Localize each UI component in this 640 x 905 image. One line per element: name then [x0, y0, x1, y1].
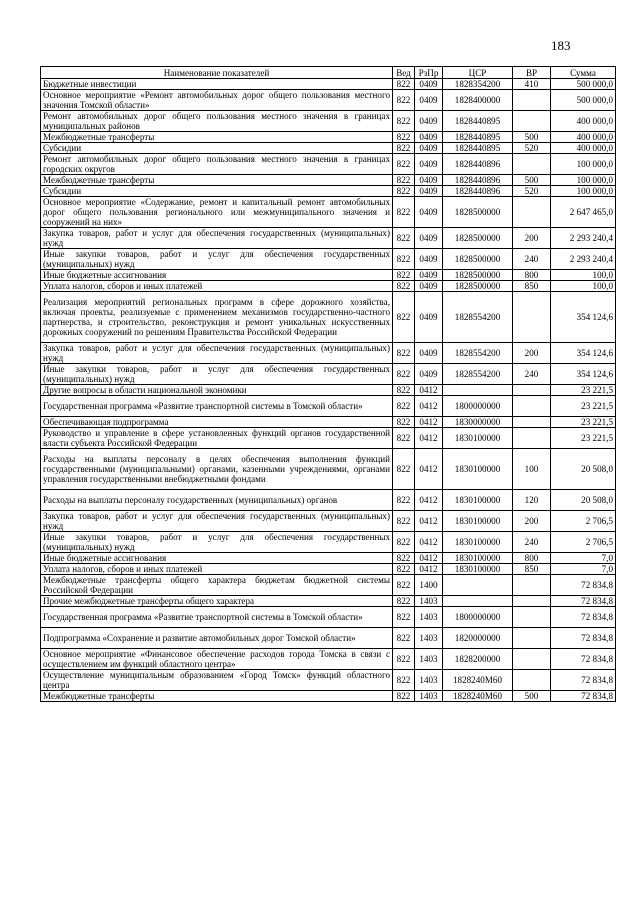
header-csr: ЦСР: [443, 67, 513, 79]
row-rzpr: 0409: [415, 111, 443, 132]
row-rzpr: 0409: [415, 343, 443, 364]
row-vr: [513, 154, 551, 175]
row-vr: 520: [513, 143, 551, 154]
table-row: [41, 175, 616, 186]
row-sum: 100,0: [551, 270, 616, 281]
row-csr: 1820000000: [443, 628, 513, 649]
header-vr: ВР: [513, 67, 551, 79]
table-header-row: [41, 67, 616, 79]
row-vr: 200: [513, 511, 551, 532]
row-rzpr: 0409: [415, 154, 443, 175]
table-row: [41, 132, 616, 143]
row-csr: 1828500000: [443, 281, 513, 292]
table-row: [41, 596, 616, 607]
table-row: [41, 385, 616, 396]
row-vr: 850: [513, 564, 551, 575]
row-csr: 1800000000: [443, 607, 513, 628]
row-rzpr: 0409: [415, 143, 443, 154]
table-row: [41, 197, 616, 228]
row-ved: 822: [393, 553, 415, 564]
row-vr: [513, 385, 551, 396]
row-name: Иные бюджетные ассигнования: [41, 553, 393, 564]
row-csr: 1828500000: [443, 197, 513, 228]
row-ved: 822: [393, 343, 415, 364]
row-csr: 1828440895: [443, 111, 513, 132]
row-sum: 2 706,5: [551, 532, 616, 553]
row-vr: 240: [513, 249, 551, 270]
row-csr: 1800000000: [443, 396, 513, 417]
row-csr: 1830100000: [443, 449, 513, 490]
row-csr: 1828400000: [443, 90, 513, 111]
row-rzpr: 0412: [415, 564, 443, 575]
row-sum: 23 221,5: [551, 428, 616, 449]
row-ved: 822: [393, 575, 415, 596]
table-row: [41, 154, 616, 175]
row-ved: 822: [393, 691, 415, 702]
row-ved: 822: [393, 154, 415, 175]
row-name: Межбюджетные трансферты: [41, 132, 393, 143]
table-row: [41, 490, 616, 511]
row-name: Субсидии: [41, 186, 393, 197]
row-sum: 2 706,5: [551, 511, 616, 532]
row-vr: 500: [513, 691, 551, 702]
table-row: [41, 691, 616, 702]
table-row: [41, 449, 616, 490]
row-csr: 1828200000: [443, 649, 513, 670]
row-rzpr: 1403: [415, 596, 443, 607]
header-name: Наименование показателей: [41, 67, 393, 79]
table-row: [41, 564, 616, 575]
table-row: [41, 228, 616, 249]
row-name: Обеспечивающая подпрограмма: [41, 417, 393, 428]
row-vr: 100: [513, 449, 551, 490]
row-vr: [513, 575, 551, 596]
row-rzpr: 0409: [415, 281, 443, 292]
header-sum: Сумма: [551, 67, 616, 79]
table-row: [41, 79, 616, 90]
row-name: Государственная программа «Развитие транспортной системы в Томской области»: [41, 396, 393, 417]
row-csr: 1828354200: [443, 79, 513, 90]
row-vr: [513, 90, 551, 111]
row-sum: 400 000,0: [551, 143, 616, 154]
row-vr: 200: [513, 343, 551, 364]
row-sum: 2 293 240,4: [551, 228, 616, 249]
row-csr: 1828240М60: [443, 670, 513, 691]
row-name: Иные бюджетные ассигнования: [41, 270, 393, 281]
row-rzpr: 0409: [415, 228, 443, 249]
row-csr: 1828554200: [443, 364, 513, 385]
row-vr: 240: [513, 532, 551, 553]
row-sum: 100 000,0: [551, 186, 616, 197]
table-row: [41, 628, 616, 649]
table-row: [41, 553, 616, 564]
row-rzpr: 1403: [415, 691, 443, 702]
row-sum: 500 000,0: [551, 90, 616, 111]
row-vr: [513, 417, 551, 428]
table-row: [41, 417, 616, 428]
row-rzpr: 0412: [415, 385, 443, 396]
row-ved: 822: [393, 532, 415, 553]
row-rzpr: 0409: [415, 79, 443, 90]
row-sum: 400 000,0: [551, 132, 616, 143]
row-sum: 2 293 240,4: [551, 249, 616, 270]
row-ved: 822: [393, 628, 415, 649]
row-vr: 500: [513, 175, 551, 186]
row-name: Основное мероприятие «Содержание, ремонт и капитальный ремонт автомобильных дорог общего пользования регионального или межмуниципального значения и сооружений на них»: [41, 197, 393, 228]
row-vr: [513, 111, 551, 132]
row-name: Расходы на выплаты персоналу государственных (муниципальных) органов: [41, 490, 393, 511]
row-ved: 822: [393, 270, 415, 281]
row-vr: 240: [513, 364, 551, 385]
row-name: Ремонт автомобильных дорог общего пользования местного значения в границах городских округов: [41, 154, 393, 175]
row-name: Другие вопросы в области национальной экономики: [41, 385, 393, 396]
row-ved: 822: [393, 385, 415, 396]
row-sum: 500 000,0: [551, 79, 616, 90]
row-rzpr: 0412: [415, 449, 443, 490]
header-rzpr: РзПр: [415, 67, 443, 79]
row-rzpr: 0409: [415, 364, 443, 385]
row-csr: 1830100000: [443, 553, 513, 564]
row-name: Закупка товаров, работ и услуг для обеспечения государственных (муниципальных) нужд: [41, 511, 393, 532]
row-csr: 1828440895: [443, 132, 513, 143]
row-ved: 822: [393, 564, 415, 575]
row-vr: 850: [513, 281, 551, 292]
row-rzpr: 1400: [415, 575, 443, 596]
table-row: [41, 607, 616, 628]
row-name: Расходы на выплаты персоналу в целях обеспечения выполнения функций государственными (муниципальными) органами, казенными учреждениями, органами управления государственными внебюджетными фондами: [41, 449, 393, 490]
row-rzpr: 0412: [415, 396, 443, 417]
row-sum: 100,0: [551, 281, 616, 292]
row-csr: 1828500000: [443, 228, 513, 249]
row-vr: [513, 428, 551, 449]
row-csr: 1828440896: [443, 186, 513, 197]
row-name: Уплата налогов, сборов и иных платежей: [41, 281, 393, 292]
row-ved: 822: [393, 396, 415, 417]
row-sum: 23 221,5: [551, 417, 616, 428]
row-ved: 822: [393, 143, 415, 154]
row-sum: 2 647 465,0: [551, 197, 616, 228]
row-rzpr: 0409: [415, 270, 443, 281]
row-vr: [513, 607, 551, 628]
row-ved: 822: [393, 670, 415, 691]
row-name: Основное мероприятие «Ремонт автомобильных дорог общего пользования местного значения Томской области»: [41, 90, 393, 111]
row-vr: 410: [513, 79, 551, 90]
row-sum: 354 124,6: [551, 292, 616, 343]
row-vr: [513, 670, 551, 691]
row-sum: 354 124,6: [551, 343, 616, 364]
row-csr: 1828440895: [443, 143, 513, 154]
row-name: Подпрограмма «Сохранение и развитие автомобильных дорог Томской области»: [41, 628, 393, 649]
table-row: [41, 281, 616, 292]
row-vr: [513, 596, 551, 607]
row-ved: 822: [393, 449, 415, 490]
row-rzpr: 0412: [415, 532, 443, 553]
row-name: Государственная программа «Развитие транспортной системы в Томской области»: [41, 607, 393, 628]
row-vr: 520: [513, 186, 551, 197]
row-vr: [513, 292, 551, 343]
table-row: [41, 670, 616, 691]
row-csr: 1830100000: [443, 511, 513, 532]
row-csr: 1830100000: [443, 564, 513, 575]
row-rzpr: 0409: [415, 90, 443, 111]
row-name: Закупка товаров, работ и услуг для обеспечения государственных (муниципальных) нужд: [41, 343, 393, 364]
row-sum: 100 000,0: [551, 154, 616, 175]
row-ved: 822: [393, 596, 415, 607]
table-row: [41, 649, 616, 670]
row-name: Руководство и управление в сфере установленных функций органов государственной власти субъекта Российской Федерации: [41, 428, 393, 449]
row-rzpr: 0409: [415, 175, 443, 186]
table-row: [41, 270, 616, 281]
table-row: [41, 396, 616, 417]
row-vr: 500: [513, 132, 551, 143]
row-csr: [443, 385, 513, 396]
row-ved: 822: [393, 292, 415, 343]
table-row: [41, 343, 616, 364]
row-ved: 822: [393, 249, 415, 270]
row-name: Закупка товаров, работ и услуг для обеспечения государственных (муниципальных) нужд: [41, 228, 393, 249]
row-name: Уплата налогов, сборов и иных платежей: [41, 564, 393, 575]
row-sum: 354 124,6: [551, 364, 616, 385]
row-ved: 822: [393, 281, 415, 292]
row-ved: 822: [393, 79, 415, 90]
row-name: Межбюджетные трансферты: [41, 175, 393, 186]
row-name: Основное мероприятие «Финансовое обеспечение расходов города Томска в связи с осуществлением им функций областного центра»: [41, 649, 393, 670]
row-name: Межбюджетные трансферты: [41, 691, 393, 702]
row-vr: [513, 197, 551, 228]
table-row: [41, 90, 616, 111]
row-rzpr: 0412: [415, 490, 443, 511]
row-sum: 72 834,8: [551, 649, 616, 670]
row-sum: 20 508,0: [551, 449, 616, 490]
row-csr: 1828440896: [443, 175, 513, 186]
page-number: 183: [551, 38, 571, 53]
row-ved: 822: [393, 132, 415, 143]
row-sum: 72 834,8: [551, 607, 616, 628]
row-csr: 1830100000: [443, 532, 513, 553]
row-rzpr: 0412: [415, 511, 443, 532]
row-csr: 1830000000: [443, 417, 513, 428]
row-ved: 822: [393, 649, 415, 670]
row-sum: 7,0: [551, 553, 616, 564]
row-vr: 120: [513, 490, 551, 511]
row-sum: 72 834,8: [551, 691, 616, 702]
row-ved: 822: [393, 90, 415, 111]
row-ved: 822: [393, 175, 415, 186]
row-sum: 400 000,0: [551, 111, 616, 132]
row-vr: [513, 396, 551, 417]
row-name: Субсидии: [41, 143, 393, 154]
table-row: [41, 186, 616, 197]
row-vr: 800: [513, 553, 551, 564]
row-csr: [443, 575, 513, 596]
row-sum: 72 834,8: [551, 596, 616, 607]
table-row: [41, 111, 616, 132]
row-ved: 822: [393, 607, 415, 628]
row-name: Реализация мероприятий региональных программ в сфере дорожного хозяйства, включая проекты, реализуемые с применением механизмов государственно-частного партнерства, и строительство, реконструкция и ремонт уникальных искусственных дорожных сооружений по решениям Правительства Российской Федерации: [41, 292, 393, 343]
row-name: Осуществление муниципальным образованием «Город Томск» функций областного центра: [41, 670, 393, 691]
row-csr: 1830100000: [443, 428, 513, 449]
header-ved: Вед: [393, 67, 415, 79]
row-name: Иные закупки товаров, работ и услуг для обеспечения государственных (муниципальных) нужд: [41, 249, 393, 270]
row-rzpr: 1403: [415, 649, 443, 670]
row-ved: 822: [393, 511, 415, 532]
row-name: Ремонт автомобильных дорог общего пользования местного значения в границах муниципальных районов: [41, 111, 393, 132]
row-rzpr: 1403: [415, 607, 443, 628]
budget-table: [40, 66, 616, 702]
row-rzpr: 1403: [415, 628, 443, 649]
row-sum: 7,0: [551, 564, 616, 575]
row-csr: 1828500000: [443, 270, 513, 281]
row-rzpr: 1403: [415, 670, 443, 691]
row-ved: 822: [393, 111, 415, 132]
row-name: Иные закупки товаров, работ и услуг для обеспечения государственных (муниципальных) нужд: [41, 364, 393, 385]
row-ved: 822: [393, 186, 415, 197]
row-csr: 1830100000: [443, 490, 513, 511]
row-sum: 100 000,0: [551, 175, 616, 186]
row-name: Иные закупки товаров, работ и услуг для обеспечения государственных (муниципальных) нужд: [41, 532, 393, 553]
row-csr: [443, 596, 513, 607]
row-vr: [513, 628, 551, 649]
row-rzpr: 0409: [415, 249, 443, 270]
row-rzpr: 0412: [415, 428, 443, 449]
table-row: [41, 532, 616, 553]
row-sum: 23 221,5: [551, 396, 616, 417]
row-csr: 1828240М60: [443, 691, 513, 702]
row-rzpr: 0409: [415, 292, 443, 343]
row-ved: 822: [393, 490, 415, 511]
table-row: [41, 364, 616, 385]
row-vr: 200: [513, 228, 551, 249]
row-ved: 822: [393, 228, 415, 249]
row-vr: 800: [513, 270, 551, 281]
table-row: [41, 292, 616, 343]
row-rzpr: 0409: [415, 186, 443, 197]
row-name: Прочие межбюджетные трансферты общего характера: [41, 596, 393, 607]
row-ved: 822: [393, 417, 415, 428]
row-sum: 72 834,8: [551, 628, 616, 649]
row-rzpr: 0409: [415, 132, 443, 143]
row-rzpr: 0409: [415, 197, 443, 228]
table-row: [41, 575, 616, 596]
row-ved: 822: [393, 197, 415, 228]
row-csr: 1828440896: [443, 154, 513, 175]
row-rzpr: 0412: [415, 417, 443, 428]
table-row: [41, 428, 616, 449]
table-row: [41, 143, 616, 154]
row-ved: 822: [393, 428, 415, 449]
row-name: Бюджетные инвестиции: [41, 79, 393, 90]
table-row: [41, 249, 616, 270]
row-csr: 1828500000: [443, 249, 513, 270]
row-sum: 23 221,5: [551, 385, 616, 396]
row-csr: 1828554200: [443, 343, 513, 364]
row-ved: 822: [393, 364, 415, 385]
row-csr: 1828554200: [443, 292, 513, 343]
row-sum: 72 834,8: [551, 575, 616, 596]
row-sum: 20 508,0: [551, 490, 616, 511]
row-name: Межбюджетные трансферты общего характера бюджетам бюджетной системы Российской Федерации: [41, 575, 393, 596]
row-sum: 72 834,8: [551, 670, 616, 691]
row-vr: [513, 649, 551, 670]
row-rzpr: 0412: [415, 553, 443, 564]
table-row: [41, 511, 616, 532]
